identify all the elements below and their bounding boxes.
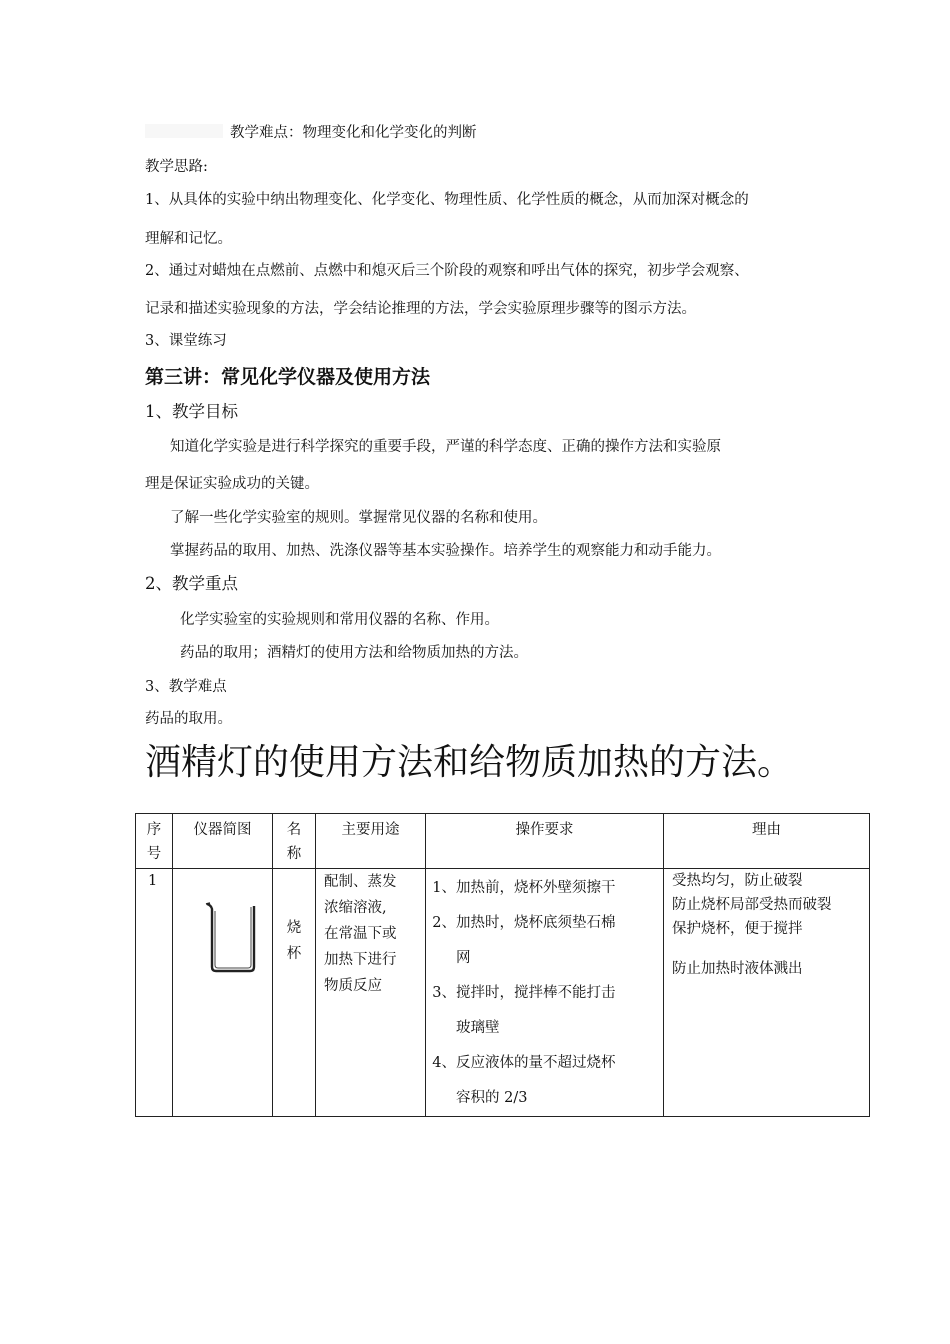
- key-paragraph-1: 化学实验室的实验规则和常用仪器的名称、作用。: [180, 612, 499, 628]
- op-text-line-2: 网: [456, 950, 471, 966]
- row-reason: [664, 869, 870, 1117]
- op-text: [456, 976, 616, 1046]
- header-name-line-2: 称: [286, 846, 302, 862]
- op-number: 3、: [432, 985, 456, 1001]
- op-text-line-2: 容积的 2/3: [456, 1090, 528, 1106]
- thinking-title: 教学思路:: [145, 159, 208, 175]
- header-diagram: 仪器简图: [173, 814, 273, 869]
- lecture-title: 第三讲：常见化学仪器及使用方法: [145, 366, 431, 388]
- thinking-item-2-line-1: 2、通过对蜡烛在点燃前、点燃中和熄灭后三个阶段的观察和呼出气体的探究，初步学会观察、: [145, 263, 749, 279]
- reason-gap: [672, 941, 861, 957]
- header-use: 主要用途: [316, 814, 426, 869]
- row-num: 1: [136, 869, 173, 1117]
- goal-paragraph-2: 了解一些化学实验室的规则。掌握常见仪器的名称和使用。: [170, 510, 547, 526]
- row-diagram: [173, 869, 273, 1117]
- op-number: 2、: [432, 915, 456, 931]
- op-item-4: [426, 1046, 657, 1116]
- header-name: [273, 814, 316, 869]
- row-use-line-3: 在常温下或: [324, 926, 397, 942]
- op-text-line-1: 加热前，烧杯外壁须擦干: [456, 880, 616, 896]
- goal-paragraph-1-line-2: 理是保证实验成功的关键。: [145, 476, 319, 492]
- blank-mark: [145, 124, 223, 138]
- difficulty-paragraph: 药品的取用。: [145, 711, 232, 727]
- op-text: [456, 871, 616, 906]
- op-item-2: [426, 906, 657, 976]
- op-text-line-2: 玻璃壁: [456, 1020, 500, 1036]
- reason-1: 受热均匀，防止破裂: [672, 873, 803, 889]
- thinking-item-3: 3、课堂练习: [145, 333, 227, 349]
- row-use: [316, 869, 426, 1117]
- row-name-line-1: 烧: [286, 920, 302, 936]
- header-name-line-1: 名: [286, 822, 302, 838]
- op-item-3: [426, 976, 657, 1046]
- header-num-line-1: 序: [146, 822, 162, 838]
- row-use-line-2: 浓缩溶液,: [324, 900, 387, 916]
- table-header-row: [136, 814, 870, 869]
- row-use-line-5: 物质反应: [324, 978, 382, 994]
- key-paragraph-2: 药品的取用；酒精灯的使用方法和给物质加热的方法。: [180, 645, 528, 661]
- op-text: [456, 1046, 616, 1116]
- thinking-item-2-line-2: 记录和描述实验现象的方法，学会结论推理的方法，学会实验原理步骤等的图示方法。: [145, 301, 696, 317]
- difficulty-heading: 3、教学难点: [145, 679, 227, 695]
- header-num-line-2: 号: [146, 846, 162, 862]
- thinking-item-1-line-2: 理解和记忆。: [145, 231, 232, 247]
- beaker-icon: [203, 901, 263, 973]
- header-reason: 理由: [664, 814, 870, 869]
- op-text-line-1: 搅拌时，搅拌棒不能打击: [456, 985, 616, 1001]
- op-text-line-1: 反应液体的量不超过烧杯: [456, 1055, 616, 1071]
- reason-3: 保护烧杯，便于搅拌: [672, 921, 803, 937]
- instrument-table: [135, 813, 870, 1117]
- header-ops: 操作要求: [426, 814, 664, 869]
- header-num: [136, 814, 173, 869]
- row-name: [273, 869, 316, 1117]
- goal-paragraph-1-line-1: 知道化学实验是进行科学探究的重要手段，严谨的科学态度、正确的操作方法和实验原: [170, 439, 721, 455]
- table-row: [136, 869, 870, 1117]
- difficulty-line: 教学难点：物理变化和化学变化的判断: [230, 125, 477, 141]
- goal-paragraph-3: 掌握药品的取用、加热、洗涤仪器等基本实验操作。培养学生的观察能力和动手能力。: [170, 543, 721, 559]
- reason-2: 防止烧杯局部受热而破裂: [672, 897, 832, 913]
- row-name-line-2: 杯: [286, 946, 302, 962]
- row-use-line-4: 加热下进行: [324, 952, 397, 968]
- reason-4: 防止加热时液体溅出: [672, 961, 803, 977]
- op-text-line-1: 加热时，烧杯底须垫石棉: [456, 915, 616, 931]
- row-ops: [426, 869, 664, 1117]
- op-number: 1、: [432, 880, 456, 896]
- key-heading: 2、教学重点: [145, 574, 238, 593]
- row-use-line-1: 配制、蒸发: [324, 874, 397, 890]
- op-number: 4、: [432, 1055, 456, 1071]
- op-text: [456, 906, 616, 976]
- thinking-item-1-line-1: 1、从具体的实验中纳出物理变化、化学变化、物理性质、化学性质的概念，从而加深对概念的: [145, 192, 749, 208]
- goal-heading: 1、教学目标: [145, 402, 238, 421]
- op-item-1: [426, 871, 657, 906]
- large-heading: 酒精灯的使用方法和给物质加热的方法。: [145, 742, 794, 783]
